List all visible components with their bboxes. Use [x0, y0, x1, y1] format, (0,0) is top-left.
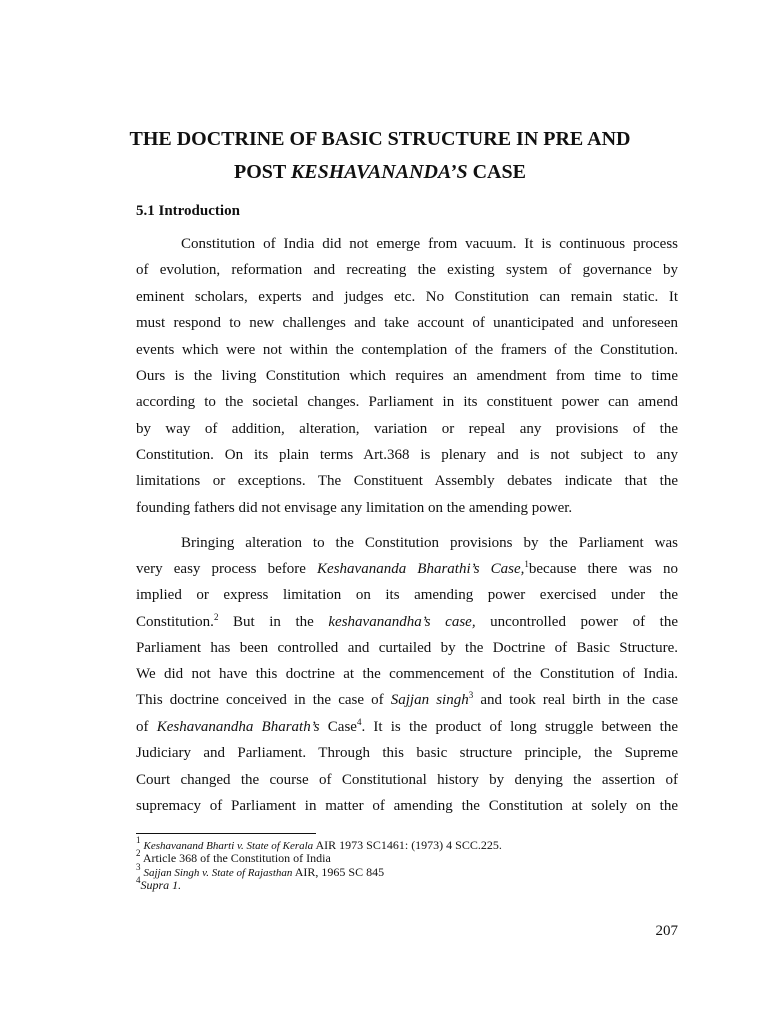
paragraph-line: founding fathers did not envisage any limitation on the amending power. — [136, 500, 573, 516]
paragraph-line: supremacy of Parliament in matter of amending the Constitution at solely on the — [136, 798, 678, 814]
paragraph-line: We did not have this doctrine at the commencement of the Constitution of India. — [136, 666, 678, 682]
footnote-case-name: Keshavanand Bharti v. State of Kerala — [143, 840, 314, 852]
text-run: uncontrolled power of the — [475, 614, 678, 630]
case-name: Keshavananda Bharathi’s Case, — [317, 561, 525, 577]
footnote-ref: 2 — [213, 612, 219, 622]
paragraph-line: must respond to new challenges and take account of unanticipated and unforeseen — [136, 315, 678, 331]
chapter-title-line-2 — [100, 160, 660, 184]
footnote-citation: AIR, 1965 SC 845 — [292, 865, 385, 879]
section-heading: 5.1 Introduction — [136, 203, 240, 219]
paragraph-line: according to the societal changes. Parliament in its constituent power can amend — [136, 394, 678, 410]
paragraph-line — [136, 690, 678, 710]
footnote-number: 1 — [136, 835, 141, 845]
page-number: 207 — [655, 923, 678, 939]
title-prefix: POST — [234, 161, 291, 183]
paragraph-line: implied or express limitation on its amending power exercised under the — [136, 587, 678, 603]
title-suffix: CASE — [467, 161, 526, 183]
footnote-number: 3 — [136, 862, 141, 872]
footnote-4 — [136, 875, 182, 892]
paragraph-line: Court changed the course of Constitutional history by denying the assertion of — [136, 772, 678, 788]
paragraph-line: events which were not within the contemplation of the framers of the Constitution. — [136, 342, 678, 358]
text-run: This doctrine conceived in the case of — [136, 692, 391, 708]
footnote-ref: 1 — [524, 559, 529, 569]
paragraph-line: Constitution. On its plain terms Art.368 is plenary and is not subject to any — [136, 447, 678, 463]
paragraph-line: limitations or exceptions. The Constituent Assembly debates indicate that the — [136, 473, 678, 489]
paragraph-line: Judiciary and Parliament. Through this basic structure principle, the Supreme — [136, 745, 678, 761]
paragraph-line: by way of addition, alteration, variation or repeal any provisions of the — [136, 421, 678, 437]
footnote-ref: 3 — [468, 690, 474, 700]
text-run: and took real birth in the case — [473, 692, 678, 708]
footnote-2 — [136, 848, 331, 865]
text-run: But in the — [218, 614, 329, 630]
footnote-ref: 4 — [356, 717, 362, 727]
text-run: . It is the product of long struggle between the — [361, 719, 678, 735]
footnote-citation: Article 368 of the Constitution of India — [140, 851, 331, 865]
footnote-divider — [136, 833, 316, 834]
case-name: keshavanandha’s case, — [328, 614, 476, 630]
text-run: of — [136, 719, 157, 735]
case-name: Sajjan singh — [390, 692, 469, 708]
title-italic-case-name: KESHAVANANDA’S — [290, 161, 468, 183]
paragraph-line: eminent scholars, experts and judges etc. No Constitution can remain static. It — [136, 289, 678, 305]
chapter-title-line-1: THE DOCTRINE OF BASIC STRUCTURE IN PRE AND — [129, 128, 631, 150]
paragraph-line: Constitution of India did not emerge from vacuum. It is continuous process — [181, 236, 678, 252]
paragraph-line — [136, 717, 678, 737]
paragraph-line — [136, 612, 678, 632]
text-run: very easy process before — [136, 561, 318, 577]
footnote-case-name: Supra 1. — [140, 878, 182, 892]
paragraph-line: Ours is the living Constitution which requires an amendment from time to time — [136, 368, 678, 384]
footnote-citation: AIR 1973 SC1461: (1973) 4 SCC.225. — [313, 838, 502, 852]
paragraph-line — [136, 559, 678, 579]
paragraph-line: Parliament has been controlled and curtailed by the Doctrine of Basic Structure. — [136, 640, 678, 656]
case-name: Keshavanandha Bharath’s — [156, 719, 320, 735]
paragraph-line: of evolution, reformation and recreating the existing system of governance by — [136, 262, 678, 278]
footnote-number: 4 — [136, 875, 141, 885]
footnote-number: 2 — [136, 848, 141, 858]
paragraph-line: Bringing alteration to the Constitution provisions by the Parliament was — [181, 535, 678, 551]
text-run: Case — [319, 719, 357, 735]
text-run: Constitution. — [136, 614, 214, 630]
text-run: because there was no — [528, 561, 678, 577]
footnote-case-name: Sajjan Singh v. State of Rajasthan — [143, 867, 293, 879]
